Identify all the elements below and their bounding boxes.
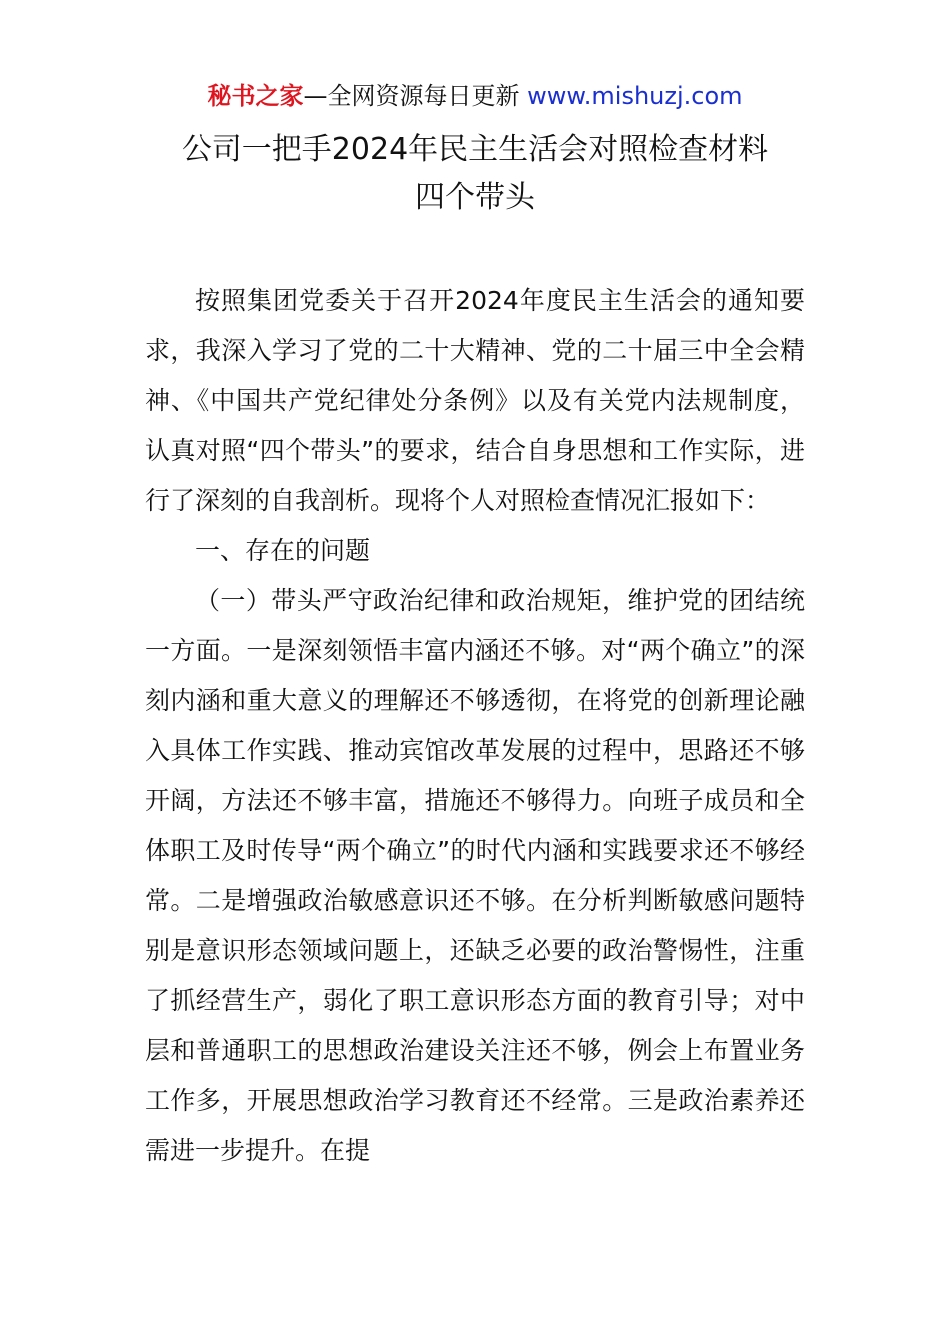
section-heading: 一、存在的问题 — [195, 536, 371, 565]
site-header — [0, 80, 950, 112]
section-paragraph: （一）带头严守政治纪律和政治规矩，维护党的团结统一方面。一是深刻领悟丰富内涵还不够。对“两个确立”的深刻内涵和重大意义的理解还不够透彻，在将党的创新理论融入具体工作实践、推动宾馆改革发展的过程中，思路还不够开阔，方法还不够丰富，措施还不够得力。向班子成员和全体职工及时传导“两个确立”的时代内涵和实践要求还不够经常。二是增强政治敏感意识还不够。在分析判断敏感问题特别是意识形态领域问题上，还缺乏必要的政治警惕性，注重了抓经营生产，弱化了职工意识形态方面的教育引导；对中层和普通职工的思想政治建设关注还不够，例会上布置业务工作多，开展思想政治学习教育还不经常。三是政治素养还需进一步提升。在提 — [145, 586, 805, 1165]
document-title: 公司一把手2024年民主生活会对照检查材料 — [181, 132, 769, 167]
site-url-link[interactable]: www.mishuzj.com — [527, 82, 743, 110]
site-brand: 秘书之家 — [207, 82, 304, 110]
intro-paragraph: 按照集团党委关于召开2024年度民主生活会的通知要求，我深入学习了党的二十大精神、党的二十届三中全会精神、《中国共产党纪律处分条例》以及有关党内法规制度，认真对照“四个带头”的要求，结合自身思想和工作实际，进行了深刻的自我剖析。现将个人对照检查情况汇报如下： — [145, 286, 805, 515]
site-tagline: —全网资源每日更新 — [303, 82, 528, 110]
document-body — [145, 276, 805, 1176]
document-subtitle: 四个带头 — [415, 180, 535, 215]
